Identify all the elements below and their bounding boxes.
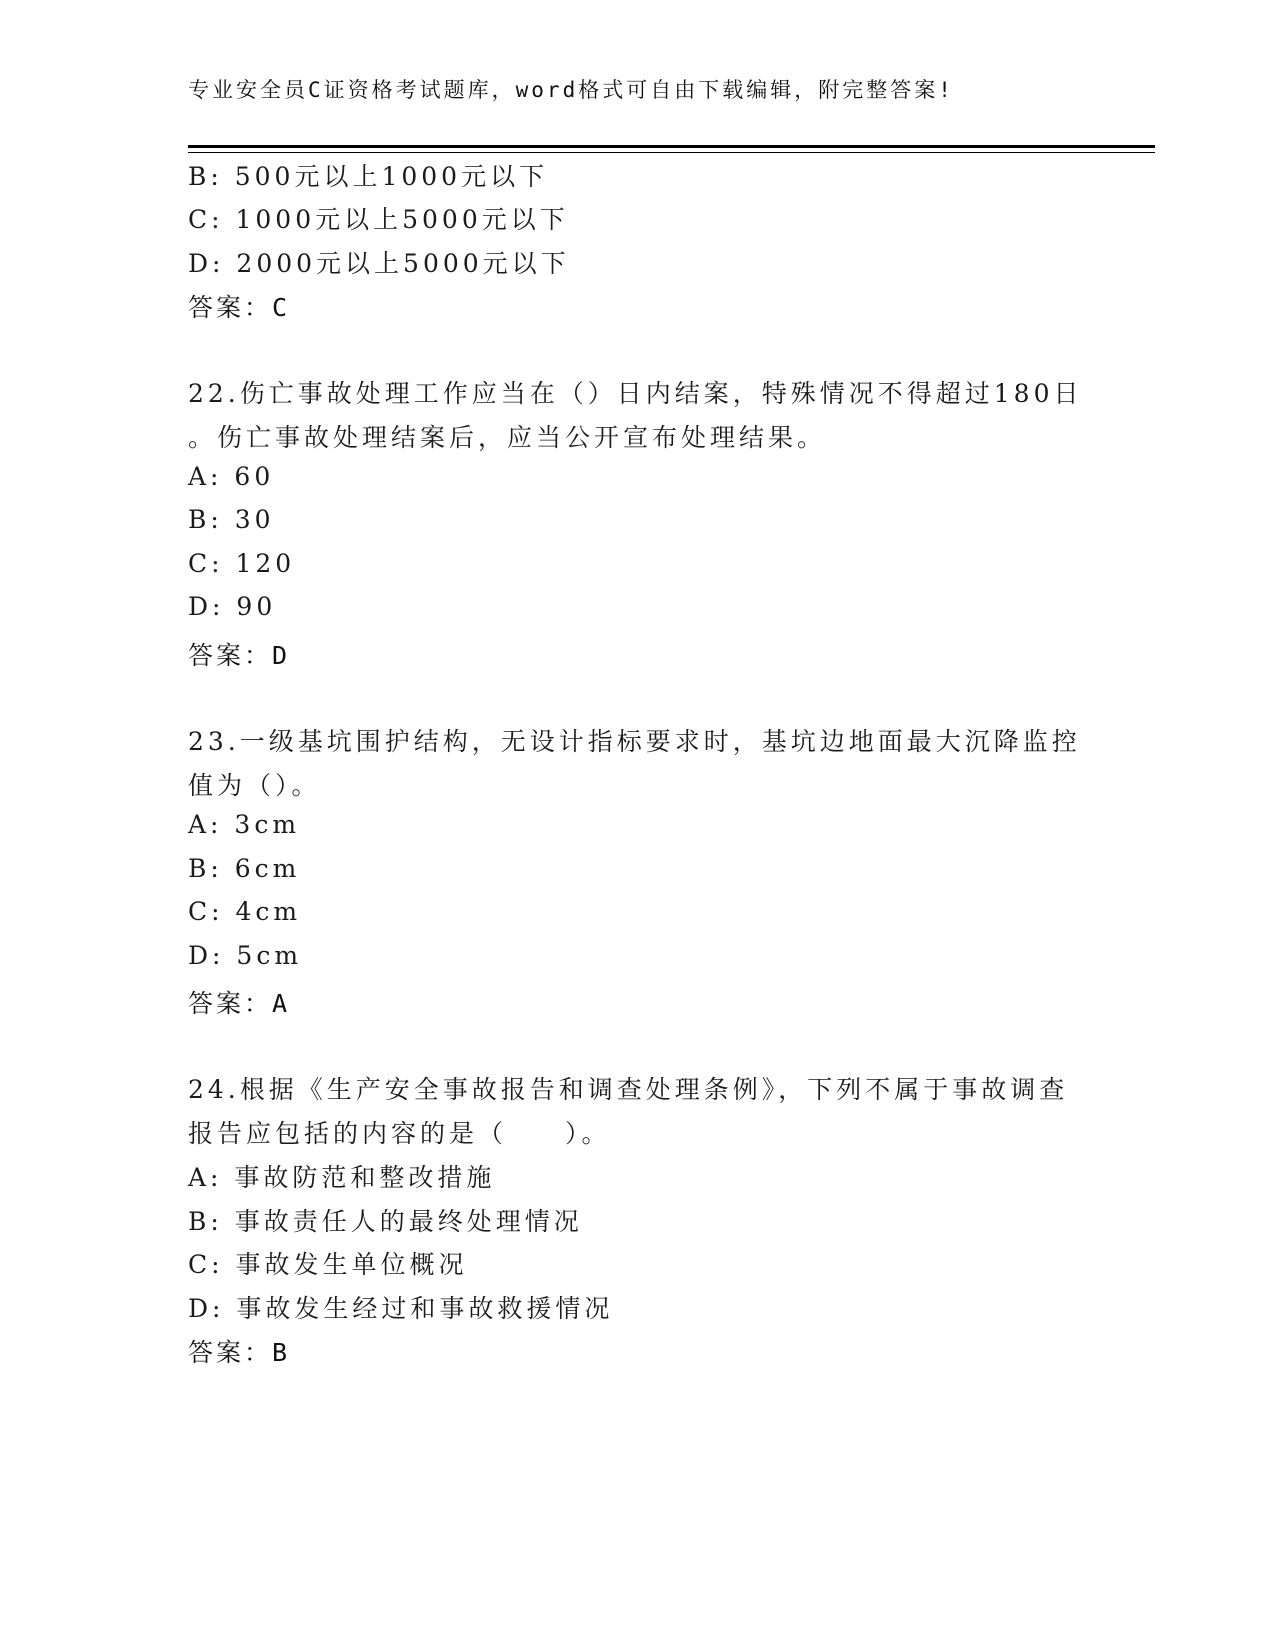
q23-stem-line1: 23.一级基坑围护结构，无设计指标要求时，基坑边地面最大沉降监控 [188,727,1081,756]
q21-option-d: D: 2000元以上5000元以下 [188,249,570,278]
q23-stem-line2: 值为（）。 [188,771,321,800]
q24-stem-line1: 24.根据《生产安全事故报告和调查处理条例》，下列不属于事故调查 [188,1075,1069,1104]
q22-option-c: C: 120 [188,549,296,578]
q21-option-c: C: 1000元以上5000元以下 [188,205,569,234]
q24-stem-line2: 报告应包括的内容的是（ ）。 [188,1119,611,1148]
q22-option-d: D: 90 [188,592,277,621]
q24-answer: 答案：B [188,1338,291,1367]
q23-option-a: A: 3cm [188,810,301,839]
q23-option-d: D: 5cm [188,941,303,970]
q23-answer: 答案：A [188,989,291,1018]
q24-option-b: B: 事故责任人的最终处理情况 [188,1207,583,1236]
q22-option-b: B: 30 [188,505,275,534]
header-rule-thick [188,145,1155,148]
q22-answer: 答案：D [188,641,291,670]
q22-option-a: A: 60 [188,462,275,491]
page-header: 专业安全员C证资格考试题库，word格式可自由下载编辑，附完整答案! [188,78,954,102]
q22-stem-line2: 。伤亡事故处理结案后，应当公开宣布处理结果。 [188,423,827,452]
q24-option-a: A: 事故防范和整改措施 [188,1163,496,1192]
q22-stem-line1: 22.伤亡事故处理工作应当在（）日内结案，特殊情况不得超过180日 [188,379,1083,408]
q21-option-b: B: 500元以上1000元以下 [188,162,549,191]
q23-option-b: B: 6cm [188,854,301,883]
q21-answer: 答案：C [188,293,291,322]
q24-option-d: D: 事故发生经过和事故救援情况 [188,1294,614,1323]
q23-option-c: C: 4cm [188,897,302,926]
q24-option-c: C: 事故发生单位概况 [188,1250,468,1279]
header-rule-thin [188,152,1155,153]
